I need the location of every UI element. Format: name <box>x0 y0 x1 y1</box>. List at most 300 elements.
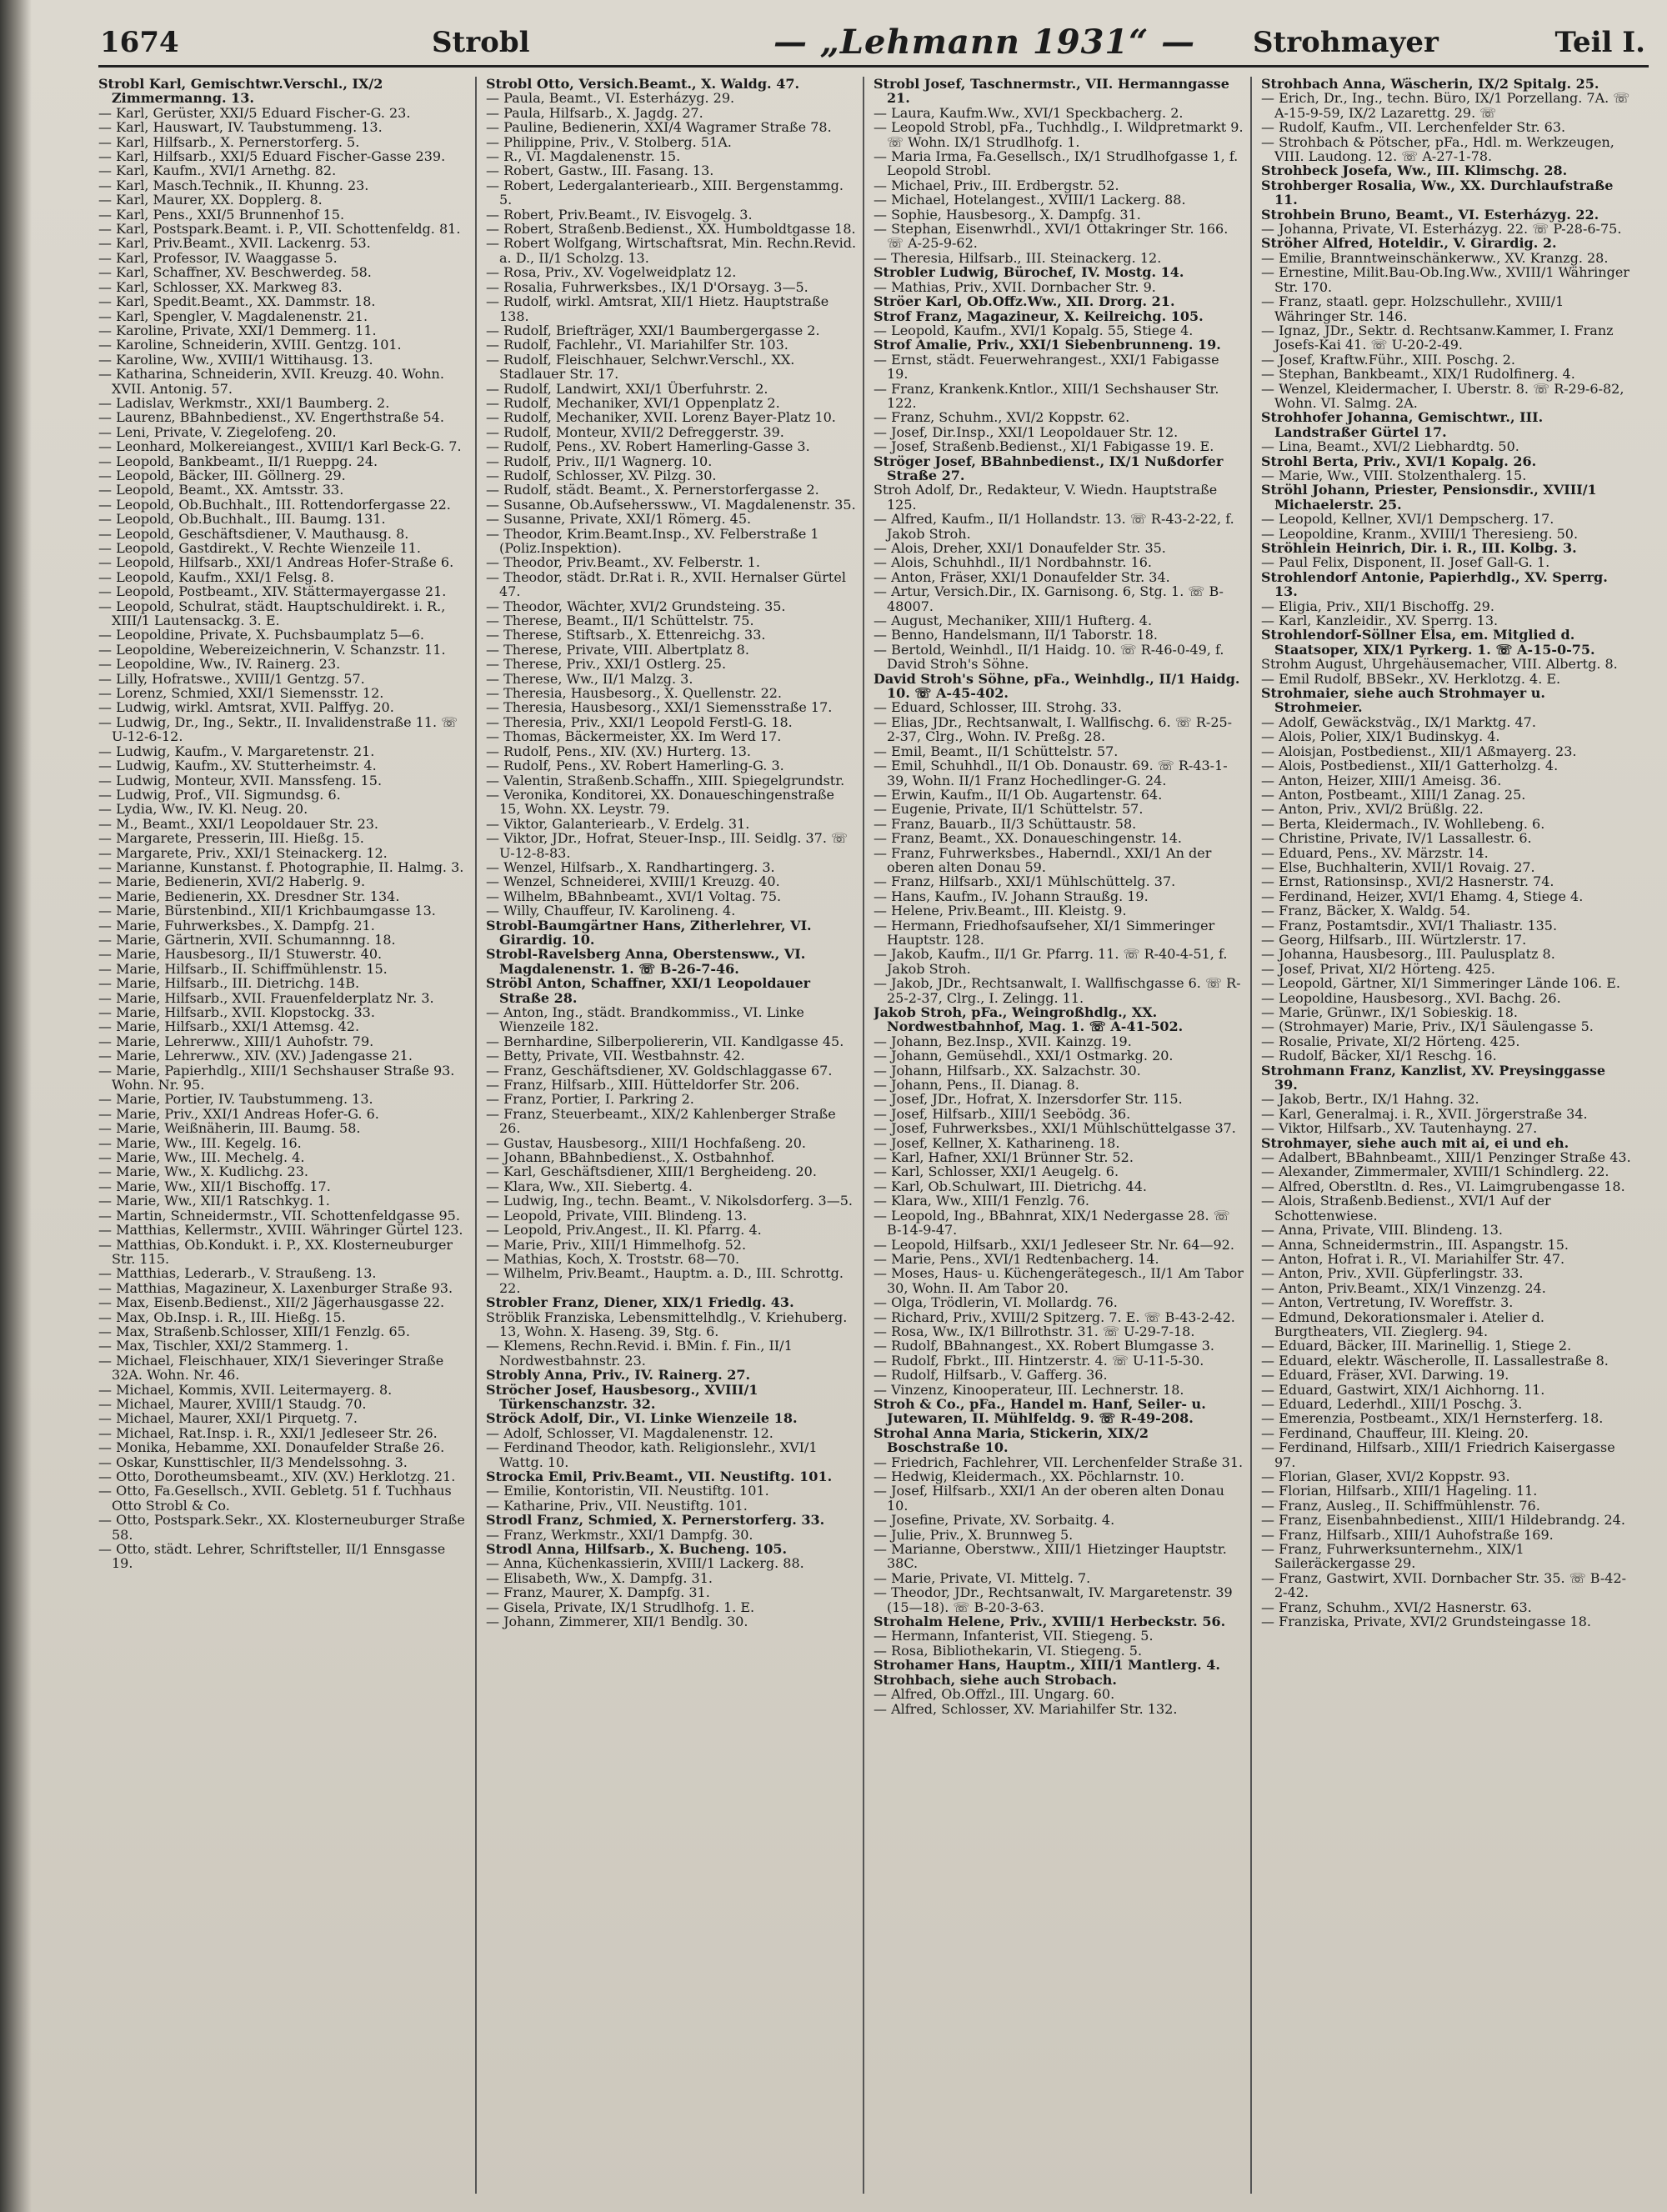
directory-entry: — Anton, Priv., XVI/2 Brüßlg. 22. <box>1261 801 1484 818</box>
directory-entry: — Emilie, Branntweinschänkerww., XV. Kranzg. 28. <box>1261 249 1609 266</box>
directory-entry: — Theresia, Hausbesorg., XXI/1 Siemensstraße 17. <box>486 699 833 716</box>
directory-entry: — Leopold, Bankbeamt., II/1 Rueppg. 24. <box>98 453 378 469</box>
directory-entry: — Leopold, Schulrat, städt. Hauptschuldirekt. i. R., XIII/1 Lautensackg. 3. E. <box>98 598 446 629</box>
directory-entry: — Max, Tischler, XXI/2 Stammerg. 1. <box>98 1338 348 1354</box>
directory-entry: — Gustav, Hausbesorg., XIII/1 Hochfaßeng. 20. <box>486 1134 807 1151</box>
directory-entry: — Viktor, JDr., Hofrat, Steuer-Insp., III. Seidlg. 37. ☏ U-12-8-83. <box>486 830 848 861</box>
directory-entry: — Josef, Hilfsarb., XXI/1 An der oberen alten Donau 10. <box>874 1483 1224 1514</box>
directory-entry: — Rudolf, Schlosser, XV. Pilzg. 30. <box>486 467 717 483</box>
directory-entry: — Viktor, Galanteriearb., V. Erdelg. 31. <box>486 815 750 832</box>
directory-entry: — Leopold, Beamt., XX. Amtsstr. 33. <box>98 482 344 498</box>
directory-entry: — Therese, Priv., XXI/1 Ostlerg. 25. <box>486 656 727 673</box>
directory-entry: — Rosa, Priv., XV. Vogelweidplatz 12. <box>486 264 737 281</box>
surname-entry: Strohbach, siehe auch Strobach. <box>874 1671 1117 1688</box>
directory-entry: — Therese, Ww., II/1 Malzg. 3. <box>486 670 693 687</box>
directory-entry: — Ludwig, Kaufm., XV. Stutterheimstr. 4. <box>98 758 377 774</box>
directory-entry: — Franz, Ausleg., II. Schiffmühlenstr. 76. <box>1261 1497 1540 1514</box>
directory-entry: — Karl, Hilfsarb., X. Pernerstorferg. 5. <box>98 133 360 150</box>
directory-entry: — Rudolf, Pens., XIV. (XV.) Hurterg. 13. <box>486 743 751 759</box>
directory-entry: — Karl, Schaffner, XV. Beschwerdeg. 58. <box>98 264 372 281</box>
directory-entry: — Adolf, Schlosser, VI. Magdalenenstr. 12. <box>486 1424 773 1441</box>
directory-entry: — Josef, Kraftw.Führ., XIII. Poschg. 2. <box>1261 351 1515 368</box>
directory-entry: — Theodor, Krim.Beamt.Insp., XV. Felberstraße 1 (Poliz.Inspektion). <box>486 525 819 556</box>
directory-entry: — Marie, Lehrerww., XIII/1 Auhofstr. 79. <box>98 1033 374 1049</box>
directory-entry: — Michael, Maurer, XVIII/1 Staudg. 70. <box>98 1395 367 1412</box>
column-divider <box>863 77 864 2194</box>
surname-entry: Strobly Anna, Priv., IV. Rainerg. 27. <box>486 1367 751 1384</box>
directory-entry: — Eugenie, Private, II/1 Schüttelstr. 57. <box>874 801 1144 818</box>
directory-entry: — Robert, Priv.Beamt., IV. Eisvogelg. 3. <box>486 206 753 223</box>
surname-entry: Ströcher Josef, Hausbesorg., XVIII/1 Türkenschanzstr. 32. <box>486 1381 758 1412</box>
directory-entry: — Leopold, Hilfsarb., XXI/1 Jedleseer Str. Nr. 64—92. <box>874 1236 1234 1253</box>
directory-entry: — Michael, Fleischhauer, XIX/1 Sieveringer Straße 32A. Wohn. Nr. 46. <box>98 1352 444 1384</box>
directory-entry: — Alfred, Schlosser, XV. Mariahilfer Str. 132. <box>874 1700 1178 1717</box>
directory-entry: — Otto, Fa.Gesellsch., XVII. Gebletg. 51 f. Tuchhaus Otto Strobl & Co. <box>98 1483 452 1514</box>
directory-entry: — Johann, Bez.Insp., XVII. Kainzg. 19. <box>874 1033 1132 1049</box>
directory-entry: — Marie, Priv., XXI/1 Andreas Hofer-G. 6. <box>98 1105 379 1122</box>
directory-entry: — Ferdinand, Chauffeur, III. Kleing. 20. <box>1261 1424 1529 1441</box>
directory-entry: — Rosalie, Private, XI/2 Hörteng. 425. <box>1261 1033 1520 1049</box>
surname-entry: Ströhlein Heinrich, Dir. i. R., III. Kolbg. 3. <box>1261 540 1577 556</box>
directory-entry: — Leopold, Ing., BBahnrat, XIX/1 Nedergasse 28. ☏ B-14-9-47. <box>874 1207 1230 1239</box>
directory-entry: — Marie, Portier, IV. Taubstummeng. 13. <box>98 1091 373 1108</box>
directory-entry: — Erich, Dr., Ing., techn. Büro, IX/1 Porzellang. 7A. ☏ A-15-9-59, IX/2 Lazarettg. 29. ☏ <box>1261 90 1630 121</box>
directory-entry: — Alexander, Zimmermaler, XVIII/1 Schindlerg. 22. <box>1261 1164 1609 1180</box>
directory-entry: — Marie, Hilfsarb., III. Dietrichg. 14B. <box>98 975 360 992</box>
directory-entry: — Emil, Schuhhdl., II/1 Ob. Donaustr. 69. ☏ R-43-1-39, Wohn. II/1 Franz Hochedlinger-G. 24. <box>874 758 1228 788</box>
directory-entry: — Leopold, Kellner, XVI/1 Dempscherg. 17. <box>1261 511 1554 528</box>
directory-entry: — Franz, Maurer, X. Dampfg. 31. <box>486 1584 710 1601</box>
directory-entry: — Michael, Rat.Insp. i. R., XXI/1 Jedleseer Str. 26. <box>98 1424 438 1441</box>
directory-entry: — Adolf, Gewäckstväg., IX/1 Marktg. 47. <box>1261 713 1536 730</box>
directory-entry: — Robert, Gastw., III. Fasang. 13. <box>486 163 714 179</box>
directory-entry: — Karl, Schlosser, XXI/1 Aeugelg. 6. <box>874 1164 1119 1180</box>
directory-entry: — Franz, staatl. gepr. Holzschullehr., XVIII/1 Währinger Str. 146. <box>1261 293 1564 324</box>
directory-entry: — Ladislav, Werkmstr., XXI/1 Baumberg. 2. <box>98 394 390 411</box>
directory-entry: — Christine, Private, IV/1 Lassallestr. 6. <box>1261 830 1532 847</box>
directory-entry: — Valentin, Straßenb.Schaffn., XIII. Spiegelgrundstr. <box>486 772 845 788</box>
directory-entry: — Leopold Strobl, pFa., Tuchhdlg., I. Wildpretmarkt 9. ☏ Wohn. IX/1 Strudlhofg. 1. <box>874 119 1244 150</box>
directory-entry: — Leni, Private, V. Ziegelofeng. 20. <box>98 423 337 440</box>
directory-entry: — Theresia, Priv., XXI/1 Leopold Ferstl-G. 18. <box>486 713 793 730</box>
directory-entry: — Eduard, Pens., XV. Märzstr. 14. <box>1261 844 1489 861</box>
directory-entry: — Theodor, Priv.Beamt., XV. Felberstr. 1. <box>486 554 760 571</box>
directory-entry: — Johanna, Private, VI. Esterházyg. 22. ☏ P-28-6-75. <box>1261 221 1622 238</box>
directory-entry: — Klemens, Rechn.Revid. i. BMin. f. Fin., II/1 Nordwestbahnstr. 23. <box>486 1338 793 1369</box>
surname-entry: Ströck Adolf, Dir., VI. Linke Wienzeile 18. <box>486 1410 798 1427</box>
directory-entry: — Karl, Pens., XXI/5 Brunnenhof 15. <box>98 206 345 223</box>
directory-entry: — Marie, Bürstenbind., XII/1 Krichbaumgasse 13. <box>98 903 436 919</box>
directory-entry: — Hermann, Friedhofsaufseher, XI/1 Simmeringer Hauptstr. 128. <box>874 917 1215 948</box>
directory-title: — „Lehmann 1931“ — <box>773 23 1196 62</box>
directory-entry: — Marie, Weißnäherin, III. Baumg. 58. <box>98 1120 361 1137</box>
directory-entry: — Franz, Steuerbeamt., XIX/2 Kahlenberger Straße 26. <box>486 1105 836 1137</box>
directory-entry: — Leopold, Ob.Buchhalt., III. Baumg. 131. <box>98 511 386 528</box>
directory-entry: — Karl, Ob.Schulwart, III. Dietrichg. 44. <box>874 1178 1147 1194</box>
directory-entry: — Mathias, Priv., XVII. Dornbacher Str. 9. <box>874 278 1156 295</box>
column-2 <box>486 77 857 2194</box>
directory-entry: — Martin, Schneidermstr., VII. Schottenfeldgasse 95. <box>98 1207 460 1224</box>
directory-entry: — Anton, Postbeamt., XIII/1 Zanag. 25. <box>1261 786 1526 803</box>
directory-entry: — Rudolf, Pens., XV. Robert Hamerling-Gasse 3. <box>486 438 810 455</box>
directory-entry: — Therese, Beamt., II/1 Schüttelstr. 75. <box>486 613 754 629</box>
directory-entry: — Franz, Hilfsarb., XIII. Hütteldorfer Str. 206. <box>486 1077 800 1093</box>
directory-entry: — Johann, BBahnbedienst., X. Ostbahnhof. <box>486 1149 775 1166</box>
directory-entry: — Sophie, Hausbesorg., X. Dampfg. 31. <box>874 206 1141 223</box>
directory-entry: — Johanna, Hausbesorg., III. Paulusplatz 8. <box>1261 946 1555 963</box>
directory-entry: — Julie, Priv., X. Brunnweg 5. <box>874 1526 1074 1543</box>
surname-entry: Strohbeck Josefa, Ww., III. Klimschg. 28. <box>1261 163 1568 179</box>
directory-entry: — Anton, Fräser, XXI/1 Donaufelder Str. 34. <box>874 568 1170 585</box>
directory-entry: — Katharine, Priv., VII. Neustiftg. 101. <box>486 1497 748 1514</box>
directory-entry: — Karoline, Schneiderin, XVIII. Gentzg. 101. <box>98 337 402 353</box>
directory-entry: — Ludwig, Dr., Ing., Sektr., II. Invalidenstraße 11. ☏ U-12-6-12. <box>98 713 458 745</box>
directory-entry: — Wenzel, Kleidermacher, I. Uberstr. 8. ☏ R-29-6-82, Wohn. VI. Salmg. 2A. <box>1261 380 1624 411</box>
surname-entry: Ströher Alfred, Hoteldir., V. Girardig. 2. <box>1261 235 1557 252</box>
directory-entry: — Paul Felix, Disponent, II. Josef Gall-G. 1. <box>1261 554 1550 571</box>
directory-entry: — Rudolf, Bäcker, XI/1 Reschg. 16. <box>1261 1048 1497 1064</box>
directory-entry: — Matthias, Ob.Kondukt. i. P., XX. Klosterneuburger Str. 115. <box>98 1236 453 1267</box>
directory-entry: — Marie, Hilfsarb., XVII. Klopstockg. 33. <box>98 1004 375 1020</box>
directory-entry: — Elias, JDr., Rechtsanwalt, I. Wallfischg. 6. ☏ R-25-2-37, Clrg., Wohn. IV. Preßg. 28. <box>874 713 1233 745</box>
directory-entry: — Anton, Hofrat i. R., VI. Mariahilfer Str. 47. <box>1261 1250 1565 1267</box>
directory-entry: — Leopold, Gärtner, XI/1 Simmeringer Lände 106. E. <box>1261 975 1620 992</box>
surname-entry: Strobl-Baumgärtner Hans, Zitherlehrer, VI. Girardig. 10. <box>486 917 812 948</box>
directory-entry: — Willy, Chauffeur, IV. Karolineng. 4. <box>486 903 736 919</box>
directory-entry: — Emerenzia, Postbeamt., XIX/1 Hernsterferg. 18. <box>1261 1410 1604 1427</box>
page-number: 1674 <box>100 26 179 59</box>
surname-entry: Strohal Anna Maria, Stickerin, XIX/2 Boschstraße 10. <box>874 1424 1149 1456</box>
surname-entry: Ströbl Anton, Schaffner, XXI/1 Leopoldauer Straße 28. <box>486 975 811 1006</box>
directory-entry: — Robert, Straßenb.Bedienst., XX. Humboldtgasse 18. <box>486 221 856 238</box>
directory-entry: — Paula, Hilfsarb., X. Jagdg. 27. <box>486 104 703 121</box>
directory-entry: — Eduard, Schlosser, III. Strohg. 33. <box>874 699 1122 716</box>
directory-entry: — Leopold, Postbeamt., XIV. Stättermayergasse 21. <box>98 583 447 600</box>
directory-entry: — Anna, Küchenkassierin, XVIII/1 Lackerg. 88. <box>486 1555 804 1572</box>
part-label: Teil I. <box>1554 26 1645 59</box>
surname-entry: Strohlendorf-Söllner Elsa, em. Mitglied d. Staatsoper, XIX/1 Pyrkerg. 1. ☏ A-15-0-75. <box>1261 627 1595 658</box>
surname-entry: David Stroh's Söhne, pFa., Weinhdlg., II/1 Haidg. 10. ☏ A-45-402. <box>874 670 1240 702</box>
directory-entry: — Eduard, Lederhdl., XIII/1 Poschg. 3. <box>1261 1395 1523 1412</box>
directory-entry: — Pauline, Bedienerin, XXI/4 Wagramer Straße 78. <box>486 119 832 136</box>
surname-entry: Jakob Stroh, pFa., Weingroßhdlg., XX. Nordwestbahnhof, Mag. 1. ☏ A-41-502. <box>874 1004 1184 1035</box>
directory-entry: — Marie, Hilfsarb., XXI/1 Attemsg. 42. <box>98 1018 360 1035</box>
surname-entry: Ströhl Johann, Priester, Pensionsdir., XVIII/1 Michaelerstr. 25. <box>1261 482 1597 513</box>
directory-entry: — Franz, Hilfsarb., XIII/1 Auhofstraße 169. <box>1261 1526 1554 1543</box>
directory-entry: — Rudolf, Fbrkt., III. Hintzerstr. 4. ☏ U-11-5-30. <box>874 1352 1204 1369</box>
directory-entry: — Richard, Priv., XVIII/2 Spitzerg. 7. E. ☏ B-43-2-42. <box>874 1309 1235 1325</box>
directory-entry: — Marie, Ww., VIII. Stolzenthalerg. 15. <box>1261 467 1527 483</box>
header-last-entry: Strohmayer <box>1253 26 1439 59</box>
directory-entry: — Anton, Priv.Beamt., XIX/1 Vinzenzg. 24. <box>1261 1279 1546 1296</box>
directory-entry: — Karl, Hafner, XXI/1 Brünner Str. 52. <box>874 1149 1134 1166</box>
directory-entry: — Leopoldine, Hausbesorg., XVI. Bachg. 26. <box>1261 989 1561 1006</box>
directory-entry: Ströblik Franziska, Lebensmittelhdlg., V. Kriehuberg. 13, Wohn. X. Haseng. 39, Stg. 6. <box>486 1309 848 1339</box>
directory-entry: — Katharina, Schneiderin, XVII. Kreuzg. 40. Wohn. XVII. Antonig. 57. <box>98 366 444 397</box>
directory-entry: — Eligia, Priv., XII/1 Bischoffg. 29. <box>1261 598 1494 614</box>
surname-entry: Strodl Franz, Schmied, X. Pernerstorferg. 33. <box>486 1512 825 1529</box>
directory-entry: — Jakob, Bertr., IX/1 Hahng. 32. <box>1261 1091 1479 1108</box>
directory-entry: — August, Mechaniker, XIII/1 Hufterg. 4. <box>874 613 1153 629</box>
directory-entry: — Erwin, Kaufm., II/1 Ob. Augartenstr. 64. <box>874 786 1163 803</box>
directory-entry: — Karoline, Ww., XVIII/1 Wittihausg. 13. <box>98 351 373 368</box>
directory-entry: — Johann, Gemüsehdl., XXI/1 Ostmarkg. 20. <box>874 1048 1174 1064</box>
directory-entry: — Ludwig, Ing., techn. Beamt., V. Nikolsdorferg. 3—5. <box>486 1193 853 1209</box>
surname-entry: Strobl Karl, Gemischtwr.Verschl., IX/2 Zimmermanng. 13. <box>98 77 383 107</box>
directory-entry: — Friedrich, Fachlehrer, VII. Lerchenfelder Straße 31. <box>874 1454 1244 1470</box>
directory-entry: — Rudolf, Fachlehr., VI. Mariahilfer Str. 103. <box>486 337 788 353</box>
directory-entry: — Rudolf, Mechaniker, XVII. Lorenz Bayer-Platz 10. <box>486 409 836 426</box>
directory-entry: — Josef, Straßenb.Bedienst., XI/1 Fabigasse 19. E. <box>874 438 1214 455</box>
directory-entry: — Theresia, Hausbesorg., X. Quellenstr. 22. <box>486 685 783 702</box>
directory-entry: — Leopold, Private, VIII. Blindeng. 13. <box>486 1207 748 1224</box>
directory-entry: — (Strohmayer) Marie, Priv., IX/1 Säulengasse 5. <box>1261 1018 1594 1035</box>
directory-entry: — Viktor, Hilfsarb., XV. Tautenhayng. 27. <box>1261 1120 1538 1137</box>
column-divider <box>1250 77 1252 2194</box>
surname-entry: Strohbach Anna, Wäscherin, IX/2 Spitalg. 25. <box>1261 77 1599 92</box>
directory-entry: — Margarete, Priv., XXI/1 Steinackerg. 12. <box>98 844 388 861</box>
directory-entry: — Karl, Spedit.Beamt., XX. Dammstr. 18. <box>98 293 376 310</box>
directory-entry: — Marie, Ww., III. Mechelg. 4. <box>98 1149 305 1166</box>
directory-entry: — Leopold, Geschäftsdiener, V. Mauthausg. 8. <box>98 525 409 542</box>
directory-entry: — Josef, JDr., Hofrat, X. Inzersdorfer Str. 115. <box>874 1091 1183 1108</box>
directory-entry: — Adalbert, BBahnbeamt., XIII/1 Penzinger Straße 43. <box>1261 1149 1631 1166</box>
directory-entry: — Mathias, Koch, X. Troststr. 68—70. <box>486 1250 740 1267</box>
directory-entry: — Franz, Fuhrwerksbes., Haberndl., XXI/1 An der oberen alten Donau 59. <box>874 844 1212 875</box>
running-header <box>98 23 1649 68</box>
directory-entry: — Marie, Hilfsarb., XVII. Frauenfelderplatz Nr. 3. <box>98 989 434 1006</box>
directory-entry: — Moses, Haus- u. Küchengerätegesch., II/1 Am Tabor 30, Wohn. II. Am Tabor 20. <box>874 1265 1244 1296</box>
directory-entry: — Franziska, Private, XVI/2 Grundsteingasse 18. <box>1261 1614 1591 1630</box>
directory-entry: — Karl, Hilfsarb., XXI/5 Eduard Fischer-Gasse 239. <box>98 148 446 165</box>
directory-entry: — Ludwig, Monteur, XVII. Manssfeng. 15. <box>98 772 383 788</box>
directory-entry: — Franz, Bäcker, X. Waldg. 54. <box>1261 903 1471 919</box>
surname-entry: Strohbein Bruno, Beamt., VI. Esterházyg. 22. <box>1261 206 1599 223</box>
directory-entry: — Josef, Fuhrwerksbes., XXI/1 Mühlschüttelgasse 37. <box>874 1120 1236 1137</box>
directory-entry: — Eduard, Gastwirt, XIX/1 Aichhorng. 11. <box>1261 1381 1545 1398</box>
directory-entry: — Ludwig, wirkl. Amtsrat, XVII. Palffyg. 20. <box>98 699 394 716</box>
directory-entry: — Lydia, Ww., IV. Kl. Neug. 20. <box>98 801 308 818</box>
directory-entry: — Rosa, Ww., IX/1 Billrothstr. 31. ☏ U-29-7-18. <box>874 1323 1195 1339</box>
directory-entry: — Otto, Postspark.Sekr., XX. Klosterneuburger Straße 58. <box>98 1512 465 1543</box>
directory-entry: — Marie, Priv., XIII/1 Himmelhofg. 52. <box>486 1236 747 1253</box>
directory-entry: — Emil Rudolf, BBSekr., XV. Herklotzg. 4. E. <box>1261 670 1561 687</box>
directory-entry: — Karl, Hauswart, IV. Taubstummeng. 13. <box>98 119 383 136</box>
directory-entry: — Marie, Private, VI. Mittelg. 7. <box>874 1569 1091 1586</box>
directory-entry: — Ludwig, Kaufm., V. Margaretenstr. 21. <box>98 743 375 759</box>
directory-entry: — Marie, Lehrerww., XIV. (XV.) Jadengasse 21. <box>98 1048 413 1064</box>
directory-entry: — Ferdinand Theodor, kath. Religionslehr., XVI/1 Wattg. 10. <box>486 1439 818 1470</box>
surname-entry: Strobl Otto, Versich.Beamt., X. Waldg. 47. <box>486 77 800 92</box>
directory-entry: — Emil, Beamt., II/1 Schüttelstr. 57. <box>874 743 1119 759</box>
directory-entry: — Josef, Hilfsarb., XIII/1 Seebödg. 36. <box>874 1105 1131 1122</box>
directory-entry: — Alois, Dreher, XXI/1 Donaufelder Str. 35. <box>874 540 1166 556</box>
directory-entry: — Karl, Postspark.Beamt. i. P., VII. Schottenfeldg. 81. <box>98 221 461 238</box>
directory-entry: — Anton, Vertretung, IV. Woreffstr. 3. <box>1261 1294 1514 1311</box>
directory-entry: Strohm August, Uhrgehäusemacher, VIII. Albertg. 8. <box>1261 656 1618 673</box>
directory-entry: — Matthias, Kellermstr., XVIII. Währinger Gürtel 123. <box>98 1222 463 1239</box>
directory-entry: — Benno, Handelsmann, II/1 Taborstr. 18. <box>874 627 1158 643</box>
directory-entry: — Bertold, Weinhdl., II/1 Haidg. 10. ☏ R-46-0-49, f. David Stroh's Söhne. <box>874 641 1224 673</box>
directory-entry: — Franz, Bauarb., II/3 Schüttaustr. 58. <box>874 815 1137 832</box>
directory-entry: — Karl, Spengler, V. Magdalenenstr. 21. <box>98 308 368 324</box>
directory-entry: — R., VI. Magdalenenstr. 15. <box>486 148 681 165</box>
directory-entry: — Ernst, städt. Feuerwehrangest., XXI/1 Fabigasse 19. <box>874 351 1219 383</box>
directory-entry: — Marie, Grünwr., IX/1 Sobieskig. 18. <box>1261 1004 1518 1020</box>
column-1 <box>98 77 469 2194</box>
directory-entry: — Leopold, Ob.Buchhalt., III. Rottendorfergasse 22. <box>98 496 451 513</box>
directory-entry: — Eduard, Fräser, XVI. Darwing. 19. <box>1261 1367 1509 1384</box>
directory-entry: — Florian, Glaser, XVI/2 Koppstr. 93. <box>1261 1469 1510 1484</box>
directory-entry: — Leopold, Bäcker, III. Göllnerg. 29. <box>98 467 346 483</box>
directory-entry: — Lina, Beamt., XVI/2 Liebhardtg. 50. <box>1261 438 1519 455</box>
directory-entry: — Alois, Schuhhdl., II/1 Nordbahnstr. 16. <box>874 554 1153 571</box>
directory-entry: — Franz, Postamtsdir., XVI/1 Thaliastr. 135. <box>1261 917 1558 933</box>
directory-entry: — Michael, Kommis, XVII. Leitermayerg. 8. <box>98 1381 393 1398</box>
directory-entry: — Rosa, Bibliothekarin, VI. Stiegeng. 5. <box>874 1642 1143 1659</box>
directory-entry: — Theodor, Wächter, XVI/2 Grundsteing. 35. <box>486 598 786 614</box>
column-3 <box>874 77 1244 2194</box>
directory-entry: — Lilly, Hofratswe., XVIII/1 Gentzg. 57. <box>98 670 365 687</box>
directory-entry: — Rudolf, Landwirt, XXI/1 Überfuhrstr. 2. <box>486 380 768 397</box>
directory-entry: — Alois, Postbedienst., XII/1 Gatterholzg. 4. <box>1261 758 1559 774</box>
directory-entry: — Rudolf, wirkl. Amtsrat, XII/1 Hietz. Hauptstraße 138. <box>486 293 829 324</box>
directory-entry: — Klara, Ww., XIII/1 Fenzlg. 76. <box>874 1193 1089 1209</box>
directory-entry: — Ernst, Rationsinsp., XVI/2 Hasnerstr. 74. <box>1261 873 1554 890</box>
directory-entry: — Karl, Maurer, XX. Dopplerg. 8. <box>98 192 323 208</box>
directory-entry: — Karl, Kanzleidir., XV. Sperrg. 13. <box>1261 613 1499 629</box>
directory-entry: — Ferdinand, Hilfsarb., XIII/1 Friedrich Kaisergasse 97. <box>1261 1439 1615 1470</box>
directory-entry: — Karl, Kaufm., XVI/1 Arnethg. 82. <box>98 163 337 179</box>
directory-entry: — Georg, Hilfsarb., III. Würtzlerstr. 17. <box>1261 931 1527 948</box>
directory-entry: — Laura, Kaufm.Ww., XVI/1 Speckbacherg. 2. <box>874 104 1184 121</box>
directory-entry: — Edmund, Dekorationsmaler i. Atelier d. Burgtheaters, VII. Zieglerg. 94. <box>1261 1309 1544 1339</box>
directory-entry: — Oskar, Kunsttischler, II/3 Mendelssohng. 3. <box>98 1454 408 1470</box>
directory-entry: — Olga, Trödlerin, VI. Mollardg. 76. <box>874 1294 1118 1311</box>
directory-entry: — Maria Irma, Fa.Gesellsch., IX/1 Strudlhofgasse 1, f. Leopold Strobl. <box>874 148 1239 179</box>
directory-entry: — Alois, Straßenb.Bedienst., XVI/1 Auf der Schottenwiese. <box>1261 1193 1551 1224</box>
directory-entry: — Emilie, Kontoristin, VII. Neustiftg. 101. <box>486 1483 769 1499</box>
directory-entry: — Michael, Maurer, XXI/1 Pirquetg. 7. <box>98 1410 358 1427</box>
directory-entry: Stroh Adolf, Dr., Redakteur, V. Wiedn. Hauptstraße 125. <box>874 482 1218 513</box>
directory-entry: — Hans, Kaufm., IV. Johann Straußg. 19. <box>874 888 1149 904</box>
surname-entry: Strohl Berta, Priv., XVI/1 Kopalg. 26. <box>1261 453 1537 469</box>
directory-entry: — Josefine, Private, XV. Sorbaitg. 4. <box>874 1512 1115 1529</box>
surname-entry: Strof Franz, Magazineur, X. Keilreichg. 105. <box>874 308 1204 324</box>
directory-entry: — Susanne, Ob.Aufseherssww., VI. Magdalenenstr. 35. <box>486 496 856 513</box>
directory-entry: — Hermann, Infanterist, VII. Stiegeng. 5. <box>874 1628 1154 1644</box>
directory-entry: — Leopoldine, Kranm., XVIII/1 Theresieng. 50. <box>1261 525 1579 542</box>
directory-entry: — Rudolf, Monteur, XVII/2 Defreggerstr. 39. <box>486 423 784 440</box>
directory-entry: — Therese, Private, VIII. Albertplatz 8. <box>486 641 749 658</box>
directory-entry: — Therese, Stiftsarb., X. Ettenreichg. 33. <box>486 627 766 643</box>
directory-entry: — Alfred, Ob.Offzl., III. Ungarg. 60. <box>874 1686 1115 1703</box>
directory-entry: — Leonhard, Molkereiangest., XVIII/1 Karl Beck-G. 7. <box>98 438 462 455</box>
directory-entry: — Franz, Portier, I. Parkring 2. <box>486 1091 694 1108</box>
directory-entry: — Rudolf, BBahnangest., XX. Robert Blumgasse 3. <box>874 1338 1214 1354</box>
directory-entry: — Marie, Ww., XII/1 Ratschkyg. 1. <box>98 1193 330 1209</box>
surname-entry: Strobler Franz, Diener, XIX/1 Friedlg. 43. <box>486 1294 794 1311</box>
directory-entry: — Karl, Priv.Beamt., XVII. Lackenrg. 53. <box>98 235 371 252</box>
directory-entry: — Franz, Beamt., XX. Donaueschingenstr. 14. <box>874 830 1182 847</box>
directory-entry: — Leopoldine, Webereizeichnerin, V. Schanzstr. 11. <box>98 641 446 658</box>
directory-entry: — Leopoldine, Ww., IV. Rainerg. 23. <box>98 656 341 673</box>
directory-entry: — Rudolf, Pens., XV. Robert Hamerling-G. 3. <box>486 758 784 774</box>
directory-entry: — Matthias, Magazineur, X. Laxenburger Straße 93. <box>98 1279 453 1296</box>
directory-entry: — Max, Ob.Insp. i. R., III. Hießg. 15. <box>98 1309 346 1325</box>
surname-entry: Strohhofer Johanna, Gemischtwr., III. Landstraßer Gürtel 17. <box>1261 409 1544 440</box>
directory-entry: — Susanne, Private, XXI/1 Römerg. 45. <box>486 511 752 528</box>
directory-entry: — Rudolf, Mechaniker, XVI/1 Oppenplatz 2. <box>486 394 780 411</box>
surname-entry: Strohmaier, siehe auch Strohmayer u. Strohmeier. <box>1261 685 1545 716</box>
surname-entry: Strohberger Rosalia, Ww., XX. Durchlaufstraße 11. <box>1261 177 1614 208</box>
surname-entry: Stroh & Co., pFa., Handel m. Hanf, Seiler- u. Jutewaren, II. Mühlfeldg. 9. ☏ R-49-208. <box>874 1395 1206 1427</box>
directory-entry: — Rudolf, Priv., II/1 Wagnerg. 10. <box>486 453 713 469</box>
directory-entry: — Robert Wolfgang, Wirtschaftsrat, Min. Rechn.Revid. a. D., II/1 Scholzg. 13. <box>486 235 857 266</box>
directory-entry: — Betty, Private, VII. Westbahnstr. 42. <box>486 1048 745 1064</box>
surname-entry: Strohmayer, siehe auch mit ai, ei und eh. <box>1261 1134 1569 1151</box>
directory-entry: — Thomas, Bäckermeister, XX. Im Werd 17. <box>486 728 782 745</box>
directory-entry: — Jakob, Kaufm., II/1 Gr. Pfarrg. 11. ☏ R-40-4-51, f. Jakob Stroh. <box>874 946 1228 977</box>
directory-entry: — Max, Eisenb.Bedienst., XII/2 Jägerhausgasse 22. <box>98 1294 445 1311</box>
directory-entry: — Johann, Pens., II. Dianag. 8. <box>874 1077 1079 1093</box>
directory-entry: — Anna, Schneidermstrin., III. Aspangstr. 15. <box>1261 1236 1569 1253</box>
directory-entry: — Alfred, Oberstltn. d. Res., VI. Laimgrubengasse 18. <box>1261 1178 1625 1194</box>
directory-entry: — Robert, Ledergalanteriearb., XIII. Bergenstammg. 5. <box>486 177 844 208</box>
directory-entry: — Jakob, JDr., Rechtsanwalt, I. Wallfischgasse 6. ☏ R-25-2-37, Clrg., I. Zelingg. 11. <box>874 975 1241 1006</box>
directory-entry: — Eduard, elektr. Wäscherolle, II. Lassallestraße 8. <box>1261 1352 1609 1369</box>
surname-entry: Strobler Ludwig, Bürochef, IV. Mostg. 14. <box>874 264 1184 281</box>
directory-entry: — Michael, Hotelangest., XVIII/1 Lackerg. 88. <box>874 192 1186 208</box>
directory-entry: — Marie, Ww., XII/1 Bischoffg. 17. <box>98 1178 331 1194</box>
directory-entry: — Rudolf, Briefträger, XXI/1 Baumbergergasse 2. <box>486 322 820 338</box>
directory-entry: — Paula, Beamt., VI. Esterházyg. 29. <box>486 90 735 107</box>
directory-entry: — Rudolf, Hilfsarb., V. Gafferg. 36. <box>874 1367 1108 1384</box>
directory-entry: — Aloisjan, Postbedienst., XII/1 Aßmayerg. 23. <box>1261 743 1577 759</box>
directory-entry: — Rudolf, städt. Beamt., X. Pernerstorfergasse 2. <box>486 482 819 498</box>
directory-entry: — Karl, Professor, IV. Waaggasse 5. <box>98 249 338 266</box>
directory-entry: — Franz, Schuhm., XVI/2 Koppstr. 62. <box>874 409 1130 426</box>
directory-entry: — Karl, Geschäftsdiener, XIII/1 Bergheideng. 20. <box>486 1164 817 1180</box>
directory-entry: — Gisela, Private, IX/1 Strudlhofg. 1. E. <box>486 1599 755 1615</box>
directory-entry: — Karl, Masch.Technik., II. Khunng. 23. <box>98 177 369 193</box>
directory-entry: — Josef, Kellner, X. Katharineng. 18. <box>874 1134 1120 1151</box>
directory-entry: — Leopold, Kaufm., XXI/1 Felsg. 8. <box>98 568 334 585</box>
directory-entry: — Rosalia, Fuhrwerksbes., IX/1 D'Orsayg. 3—5. <box>486 278 808 295</box>
directory-entry: — Otto, städt. Lehrer, Schriftsteller, II/1 Ennsgasse 19. <box>98 1541 446 1572</box>
surname-entry: Strodl Anna, Hilfsarb., X. Bucheng. 105. <box>486 1541 788 1558</box>
directory-entry: — Anton, Priv., XVII. Güpferlingstr. 33. <box>1261 1265 1524 1282</box>
directory-entry: — Marie, Ww., III. Kegelg. 16. <box>98 1134 302 1151</box>
directory-entry: — Marianne, Kunstanst. f. Photographie, II. Halmg. 3. <box>98 858 464 875</box>
directory-entry: — Berta, Kleidermach., IV. Wohllebeng. 6. <box>1261 815 1545 832</box>
directory-entry: — Ferdinand, Heizer, XVI/1 Ehamg. 4, Stiege 4. <box>1261 888 1584 904</box>
directory-entry: — Franz, Fuhrwerksunternehm., XIX/1 Saileräckergasse 29. <box>1261 1541 1524 1572</box>
directory-entry: — Karl, Schlosser, XX. Markweg 83. <box>98 278 343 295</box>
directory-entry: — Eduard, Bäcker, III. Marinellig. 1, Stiege 2. <box>1261 1338 1572 1354</box>
directory-entry: — Veronika, Konditorei, XX. Donaueschingenstraße 15, Wohn. XX. Leystr. 79. <box>486 786 834 818</box>
directory-entry: — Alois, Polier, XIX/1 Budinskyg. 4. <box>1261 728 1500 745</box>
surname-entry: Strobl-Ravelsberg Anna, Oberstensww., VI. Magdalenenstr. 1. ☏ B-26-7-46. <box>486 946 806 977</box>
directory-entry: — Matthias, Lederarb., V. Straußeng. 13. <box>98 1265 377 1282</box>
directory-entry: — Wilhelm, BBahnbeamt., XVI/1 Voltag. 75. <box>486 888 782 904</box>
directory-entry: — Monika, Hebamme, XXI. Donaufelder Straße 26. <box>98 1439 445 1456</box>
directory-entry: — Marie, Ww., X. Kudlichg. 23. <box>98 1164 308 1180</box>
column-divider <box>475 77 477 2194</box>
directory-entry: — Klara, Ww., XII. Siebertg. 4. <box>486 1178 693 1194</box>
directory-entry: — Franz, Gastwirt, XVII. Dornbacher Str. 35. ☏ B-42-2-42. <box>1261 1569 1627 1601</box>
directory-entry: — Artur, Versich.Dir., IX. Garnisong. 6, Stg. 1. ☏ B-48007. <box>874 583 1224 614</box>
